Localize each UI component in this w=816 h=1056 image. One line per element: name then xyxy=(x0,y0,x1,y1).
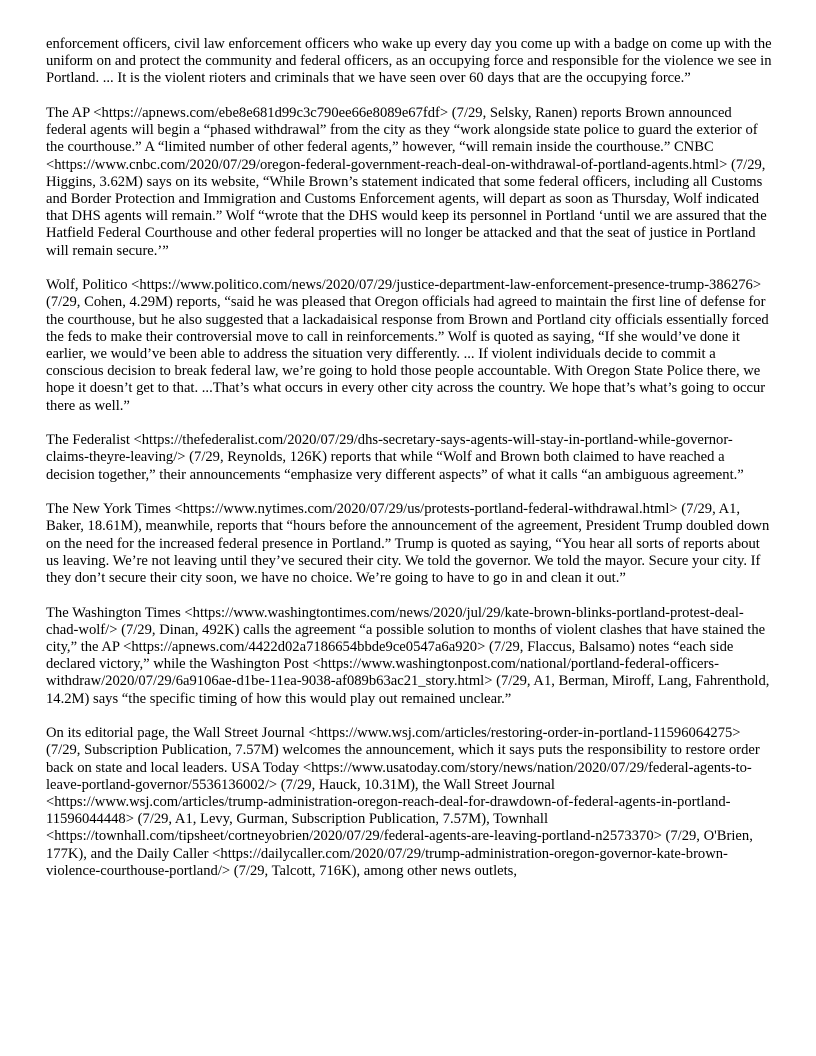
paragraph-washington-times: The Washington Times <https://www.washingtontimes.com/news/2020/jul/29/kate-brown-blinks-portland-protest-deal-chad-wolf/> (7/29, Dinan, 492K) calls the agreement “a possible solution to months of violent clashes that have stained the city,” the AP <https://apnews.com/4422d02a7186654bbde9ce0547a6a920> (7/29, Flaccus, Balsamo) notes “each side declared victory,” while the Washington Post <https://www.washingtonpost.com/national/portland-federal-officers-withdraw/2020/07/29/6a9106ae-d1be-11ea-9038-af089b63ac21_story.html> (7/29, A1, Berman, Miroff, Lang, Fahrenthold, 14.2M) says “the specific timing of how this would play out remained unclear.” xyxy=(46,604,770,707)
document-page xyxy=(46,36,774,880)
paragraph-wsj-editorial: On its editorial page, the Wall Street Journal <https://www.wsj.com/articles/restoring-order-in-portland-11596064275> (7/29, Subscription Publication, 7.57M) welcomes the announcement, which it says puts the responsibility to restore order back on state and local leaders. USA Today <https://www.usatoday.com/story/news/nation/2020/07/29/federal-agents-to-leave-portland-governor/5536136002/> (7/29, Hauck, 10.31M), the Wall Street Journal <https://www.wsj.com/articles/trump-administration-oregon-reach-deal-for-drawdown-of-federal-agents-in-portland-11596044448> (7/29, A1, Levy, Gurman, Subscription Publication, 7.57M), Townhall <https://townhall.com/tipsheet/cortneyobrien/2020/07/29/federal-agents-are-leaving-portland-n2573370> (7/29, O'Brien, 177K), and the Daily Caller <https://dailycaller.com/2020/07/29/trump-administration-oregon-governor-kate-brown-violence-courthouse-portland/> (7/29, Talcott, 716K), among other news outlets, xyxy=(46,725,760,879)
paragraph-federalist: The Federalist <https://thefederalist.com/2020/07/29/dhs-secretary-says-agents-will-stay-in-portland-while-governor-claims-theyre-leaving/> (7/29, Reynolds, 126K) reports that while “Wolf and Brown both claimed to have reached a decision together,” their announcements “emphasize very different aspects” of what it calls “an ambiguous agreement.” xyxy=(46,432,744,483)
paragraph-ap-phased-withdrawal: The AP <https://apnews.com/ebe8e681d99c3c790ee66e8089e67fdf> (7/29, Selsky, Ranen) reports Brown announced federal agents will begin a “phased withdrawal” from the city as they “work alongside state police to guard the exterior of the courthouse.” A “limited number of other federal agents,” however, “will remain inside the courthouse.” CNBC <https://www.cnbc.com/2020/07/29/oregon-federal-government-reach-deal-on-withdrawal-of-portland-agents.html> (7/29, Higgins, 3.62M) says on its website, “While Brown’s statement indicated that some federal officers, including all Customs and Border Protection and Immigration and Customs Enforcement agents, will depart as soon as Thursday, Wolf indicated that DHS agents will remain.” Wolf “wrote that the DHS would keep its personnel in Portland ‘until we are assured that the Hatfield Federal Courthouse and other federal properties will no longer be attacked and that the seat of justice in Portland will remain secure.’” xyxy=(46,105,767,259)
paragraph-new-york-times: The New York Times <https://www.nytimes.com/2020/07/29/us/protests-portland-federal-withdrawal.html> (7/29, A1, Baker, 18.61M), meanwhile, reports that “hours before the announcement of the agreement, President Trump doubled down on the need for the increased federal presence in Portland.” Trump is quoted as saying, “You hear all sorts of reports about us leaving. We’re not leaving until they’ve secured their city. We told the governor. We told the mayor. Secure your city. If they don’t secure their city soon, we have no choice. We’re going to have to go in and clean it out.” xyxy=(46,501,770,587)
paragraph-politico-wolf: Wolf, Politico <https://www.politico.com/news/2020/07/29/justice-department-law-enforcement-presence-trump-386276> (7/29, Cohen, 4.29M) reports, “said he was pleased that Oregon officials had agreed to maintain the first line of defense for the courthouse, but he also suggested that a lackadaisical response from Brown and Portland city officials essentially forced the feds to make their controversial move to call in reinforcements.” Wolf is quoted as saying, “If she would’ve done it earlier, we would’ve been able to address the situation very differently. ... If violent individuals decide to commit a conscious decision to break federal law, we’re going to hold those people accountable. With Oregon State Police there, we hope it doesn’t get to that. ...That’s what occurs in every other city across the country. We hope that’s what’s going to occur there as well.” xyxy=(46,277,769,414)
paragraph-occupying-force-quote: enforcement officers, civil law enforcement officers who wake up every day you come up with a badge on come up with the uniform on and protect the community and federal officers, as an occupying force and responsible for the violence we see in Portland. ... It is the violent rioters and criminals that we have seen over 60 days that are the occupying force.” xyxy=(46,36,772,87)
